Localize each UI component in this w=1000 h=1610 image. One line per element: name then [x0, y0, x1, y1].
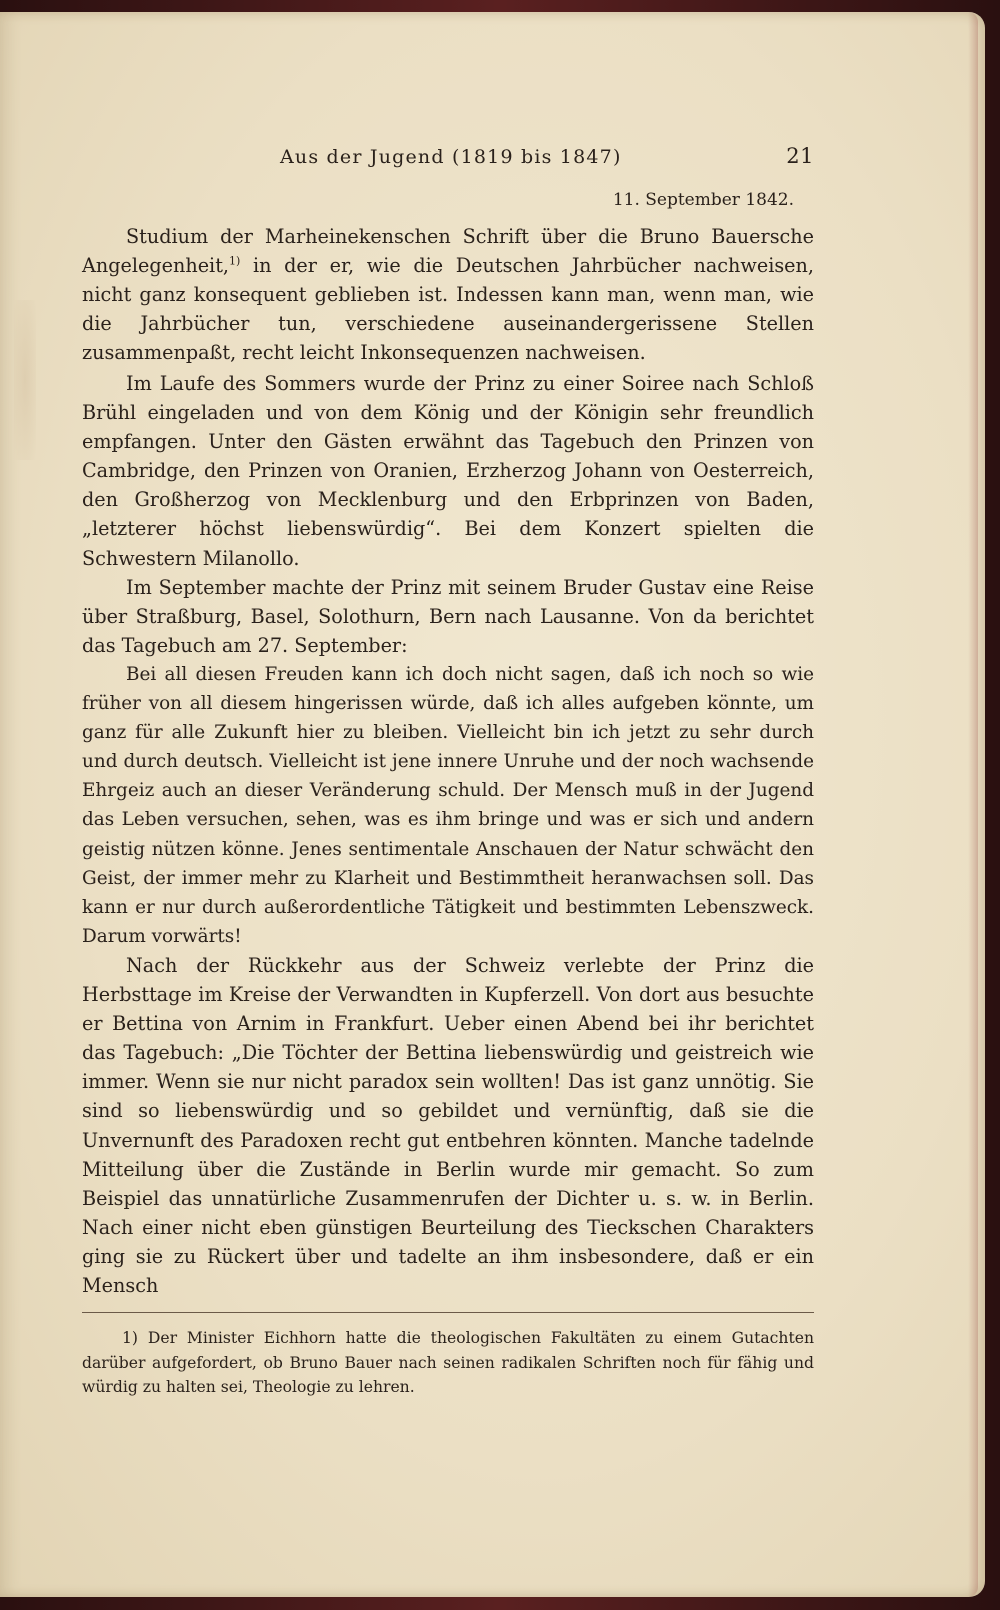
paragraph-3: Im September machte der Prinz mit seinem Bruder Gustav eine Reise über Straßburg, Basel, Solothurn, Bern nach Lausanne. Von da berichtet das Tagebuch am 27. September:: [82, 576, 814, 658]
paragraph-1: [82, 222, 814, 367]
footnote-text: Der Minister Eichhorn hatte die theologischen Fakultäten zu einem Gutachten darüber aufgefordert, ob Bruno Bauer nach seinen radikalen Schriften noch für fähig und würdig zu halten sei, Theologie zu lehren.: [82, 1329, 814, 1396]
paragraph-1-rest: in der er, wie die Deutschen Jahrbücher nachweisen, nicht ganz konsequent geblieben ist. Indessen kann man, wenn man, wie die Jahrbücher tun, verschiedene auseinandergerissene Stellen zusammenpaßt, recht leicht Inkonsequenzen nachweisen.: [82, 254, 814, 365]
diary-quote: Bei all diesen Freuden kann ich doch nicht sagen, daß ich noch so wie früher von all diesem hingerissen würde, daß ich alles aufgeben könnte, um ganz für alle Zukunft hier zu bleiben. Vielleicht bin ich jetzt zu sehr durch und durch deutsch. Vielleicht ist jene innere Unruhe und der noch wachsende Ehrgeiz auch an dieser Veränderung schuld. Der Mensch muß in der Jugend das Leben versuchen, sehen, was es ihm bringe und was er sich und andern geistig nützen könne. Jenes sentimentale Anschauen der Natur schwächt den Geist, der immer mehr zu Klarheit und Bestimmtheit heranwachsen soll. Das kann er nur durch außerordentliche Tätigkeit und bestimmten Lebenszweck. Darum vorwärts!: [82, 664, 814, 947]
page-edge-shadow: [968, 12, 978, 1597]
diary-date: 11. September 1842.: [612, 190, 794, 210]
paragraph-4: Nach der Rückkehr aus der Schweiz verlebte der Prinz die Herbsttage im Kreise der Verwandten in Kupferzell. Von dort aus besuchte er Bettina von Arnim in Frankfurt. Ueber einen Abend bei ihr berichtet das Tagebuch: „Die Töchter der Bettina liebenswürdig und geistreich wie immer. Wenn sie nur nicht paradox sein wollten! Das ist ganz unnötig. Sie sind so liebenswürdig und so gebildet und vernünftig, daß sie die Unvernunft des Paradoxen recht gut entbehren könnten. Manche tadelnde Mitteilung über die Zustände in Berlin wurde mir gemacht. So zum Beispiel das unnatürliche Zusammenrufen der Dichter u. s. w. in Berlin. Nach einer nicht eben günstigen Beurteilung des Tieckschen Charakters ging sie zu Rückert über und tadelte an ihm insbesondere, daß er ein Mensch: [82, 954, 814, 1298]
footnote-ref: 1): [229, 254, 241, 268]
page-header: [82, 146, 814, 176]
footnote: [82, 1326, 814, 1400]
paragraph-2: Im Laufe des Sommers wurde der Prinz zu einer Soiree nach Schloß Brühl eingeladen und von dem König und der Königin sehr freundlich empfangen. Unter den Gästen erwähnt das Tagebuch den Prinzen von Cambridge, den Prinzen von Oranien, Erzherzog Johann von Oesterreich, den Großherzog von Mecklenburg und den Erbprinzen von Baden, „letzterer höchst liebenswürdig“. Bei dem Konzert spielten die Schwestern Milanollo.: [82, 372, 814, 570]
page-number: 21: [786, 144, 814, 168]
running-head: Aus der Jugend (1819 bis 1847): [280, 146, 622, 168]
paragraph-1-start: Studium der Marheinekenschen Schrift über die Bruno Bauersche Angelegenheit,: [82, 225, 814, 278]
page-stain: [14, 300, 36, 460]
footnote-marker: 1): [122, 1329, 139, 1347]
footnote-rule: [82, 1312, 814, 1313]
